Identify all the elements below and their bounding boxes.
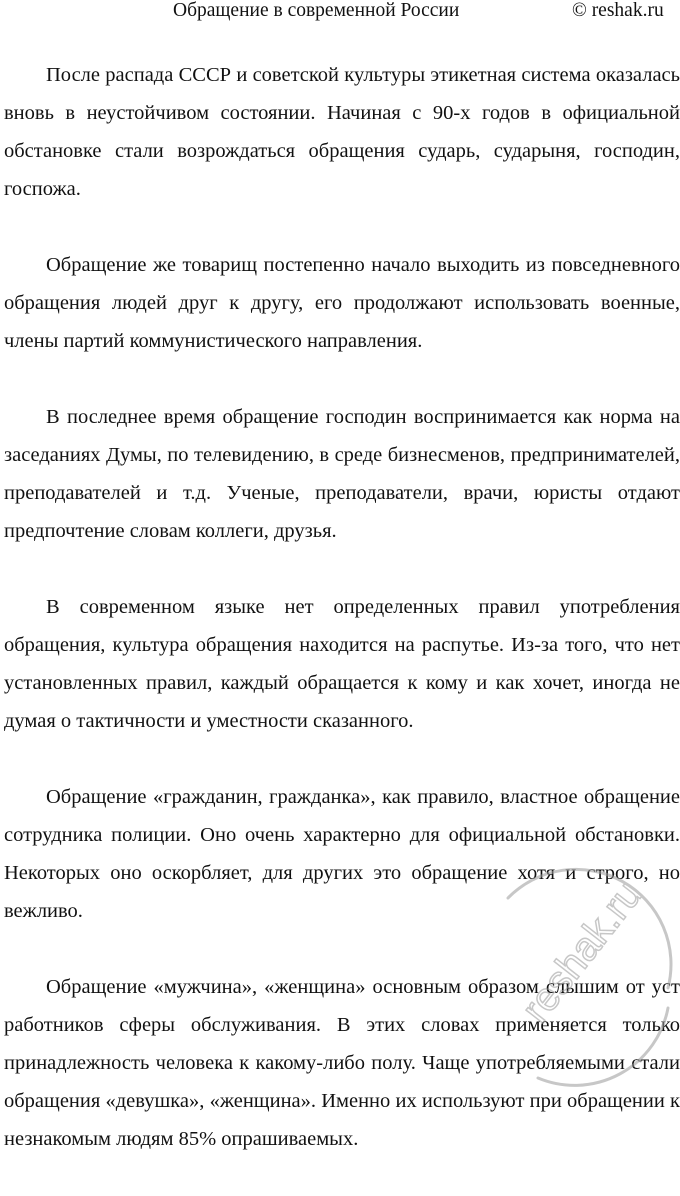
paragraph-5: Обращение «гражданин, гражданка», как правило, властное обращение сотрудника полиции. Оно очень характерно для официальной обстановки. Некоторых оно оскорбляет, для других это обращение хотя и строго, но вежливо.: [4, 786, 680, 922]
watermark-text: reshak.ru: [513, 872, 651, 1031]
paragraph-2: Обращение же товарищ постепенно начало выходить из повседневного обращения людей друг к другу, его продолжают использовать военные, члены партий коммунистического направления.: [4, 254, 680, 352]
paragraph-1: После распада СССР и советской культуры этикетная система оказалась вновь в неустойчивом состоянии. Начиная с 90-х годов в официальной обстановке стали возрождаться обращения сударь, сударыня, господин, госпожа.: [4, 64, 680, 200]
copyright-label: © reshak.ru: [572, 0, 664, 21]
paragraph-4: В современном языке нет определенных правил употребления обращения, культура обращения находится на распутье. Из-за того, что нет установленных правил, каждый обращается к кому и как хочет, иногда не думая о тактичности и уместности сказанного.: [4, 596, 680, 732]
document-body: [4, 56, 680, 1196]
paragraph-6: Обращение «мужчина», «женщина» основным образом слышим от уст работников сферы обслуживания. В этих словах применяется только принадлежность человека к какому-либо полу. Чаще употребляемыми стали обращения «девушка», «женщина». Именно их используют при обращении к незнакомым людям 85% опрашиваемых.: [4, 976, 680, 1150]
paragraph-3: В последнее время обращение господин воспринимается как норма на заседаниях Думы, по телевидению, в среде бизнесменов, предпринимателей, преподавателей и т.д. Ученые, преподаватели, врачи, юристы отдают предпочтение словам коллеги, друзья.: [4, 406, 680, 542]
page-title: Обращение в современной России: [173, 0, 460, 21]
page-header: [0, 0, 680, 26]
